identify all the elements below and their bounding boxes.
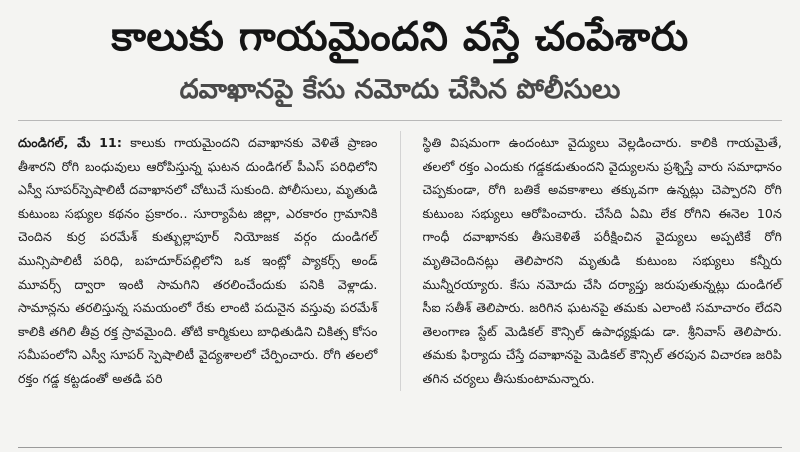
header-divider: [18, 120, 782, 121]
footer-divider: [18, 447, 782, 448]
article-body: [18, 131, 782, 391]
column-right: [423, 131, 783, 391]
column-divider: [400, 131, 401, 391]
dateline: దుండిగల్, మే 11:: [18, 135, 123, 150]
paragraph-2: స్థితి విషమంగా ఉందంటూ వైద్యులు వెల్లడించారు. కాలికి గాయమైతే, తలలో రక్తం ఎందుకు గడ్డకడుతుందని వైద్యులను ప్రశ్నిస్తే వారు సమాధానం చెప్పకుండా, రోగి బతికే అవకాశాలు తక్కువగా ఉన్నట్లు చెప్పారని రోగి కుటుంబ సభ్యులు ఆరోపించారు. చేసేది ఏమి లేక రోగిని ఈనెల 10న గాంధీ దవాఖానకు తీసుకెళితే పరీక్షించిన వైద్యులు అప్పటికే రోగి మృతిచెందినట్లు తెలిపారని మృతుడి కుటుంబ సభ్యులు కన్నీరు మున్నీరయ్యారు. కేసు నమోదు చేసి దర్యాప్తు జరుపుతున్నట్లు దుండిగల్ సీఐ సతీశ్ తెలిపారు. జరిగిన ఘటనపై తమకు ఎలాంటి సమాచారం లేదని తెలంగాణ స్టేట్ మెడికల్ కౌన్సిల్ ఉపాధ్యక్షుడు డా. శ్రీనివాస్ తెలిపారు. తమకు ఫిర్యాదు చేస్తే దవాఖానపై మెడికల్ కౌన్సిల్ తరపున విచారణ జరిపి తగిన చర్యలు తీసుకుంటామన్నారు.: [422, 135, 782, 386]
column-1-text: కాలుకు గాయమైందని దవాఖానకు వెళితే ప్రాణం తీశారని రోగి బంధువులు ఆరోపిస్తున్న ఘటన దుండిగల్ పీఎస్ పరిధిలోని ఎస్వీ సూపర్‌స్పెషాలిటీ దవాఖానలో చోటుచే సుకుంది. పోలీసులు, మృతుడి కుటుంబ సభ్యుల కథనం ప్రకారం.. సూర్యాపేట జిల్లా, ఎరకారం గ్రామానికి చెందిన కుర్ర పరమేశ్ కుత్బుల్లాపూర్ నియోజక వర్గం దుండిగల్ మున్సిపాలిటీ పరిధి, బహదూర్‌పల్లిలోని ఒక ఇంట్లో ప్యాకర్స్ అండ్ మూవర్స్ ద్వారా ఇంటి సామగిని తరలించేందుకు పనికి వెళ్లాడు. సామాన్లను తరలిస్తున్న సమయంలో రేకు లాంటి పదునైన వస్తువు పరమేశ్ కాలికి తగిలి తీవ్ర రక్త స్రావమైంది. తోటి కార్మికులు బాధితుడిని చికిత్స కోసం సమీపంలోని ఎస్వీ సూపర్ స్పెషాలిటీ వైద్యశాలలో చేర్పించారు. రోగి తలలో రక్తం గడ్డ కట్టడంతో అతడి పరి: [18, 135, 378, 386]
paragraph-1: [18, 131, 378, 391]
column-left: [18, 131, 378, 391]
headline: కాలుకు గాయమైందని వస్తే చంపేశారు: [111, 14, 689, 60]
subheadline: దవాఖానపై కేసు నమోదు చేసిన పోలీసులు: [179, 74, 621, 105]
